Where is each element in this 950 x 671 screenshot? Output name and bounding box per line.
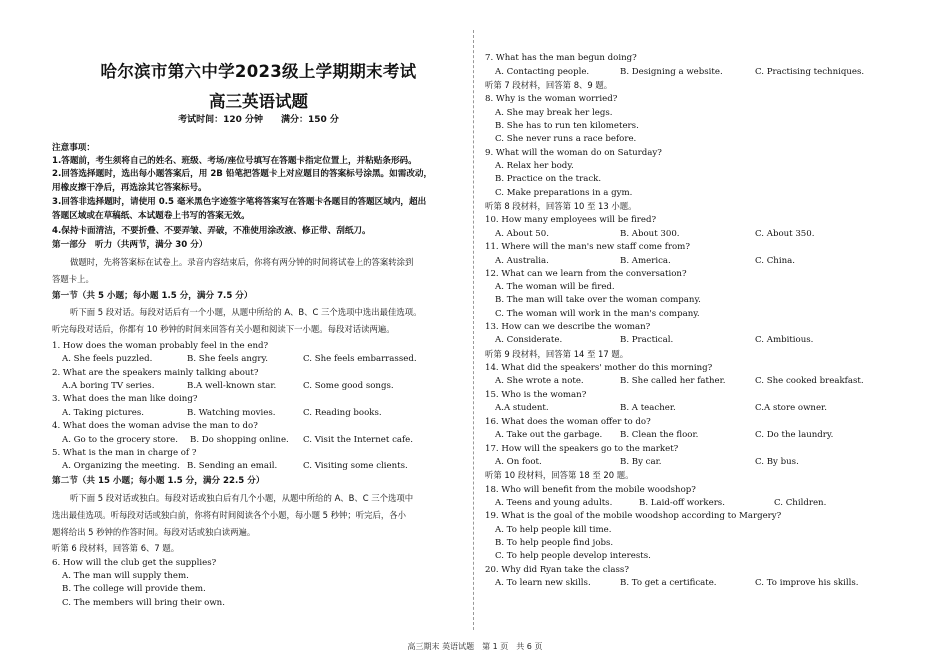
option-a: A. The man will supply them. xyxy=(62,571,189,581)
option-c: C. Make preparations in a gym. xyxy=(495,188,633,198)
question-19: 19. What is the goal of the mobile woodshop according to Margery? xyxy=(485,511,782,521)
option-b: B. Clean the floor. xyxy=(620,430,699,440)
page-footer: 高三期末 英语试题 第 1 页 共 6 页 xyxy=(407,642,543,651)
option-a: A. On foot. xyxy=(495,457,542,467)
option-c: C. Ambitious. xyxy=(755,335,814,345)
option-a: A. Take out the garbage. xyxy=(495,430,603,440)
option-b: B. Practice on the track. xyxy=(495,174,602,184)
option-c: C. Reading books. xyxy=(303,408,382,418)
option-a: A. Taking pictures. xyxy=(62,408,144,418)
note-line: 2.回答选择题时，选出每小题答案后，用 2B 铅笔把答题卡上对应题目的答案标号涂黑。如需改动， xyxy=(52,169,433,179)
question-10: 10. How many employees will be fired? xyxy=(485,215,657,225)
option-c: C. She cooked breakfast. xyxy=(755,376,864,386)
option-c: C. Practising techniques. xyxy=(755,67,865,77)
option-b: B. Practical. xyxy=(620,335,674,345)
option-c: C. Some good songs. xyxy=(303,381,394,391)
exam-title: 哈尔滨市第六中学2023级上学期期末考试 xyxy=(100,62,417,81)
option-a: A. Organizing the meeting. xyxy=(62,461,180,471)
section1-intro: 听下面 5 段对话。每段对话后有一个小题，从题中所给的 A、B、C 三个选项中选出最佳选项。 xyxy=(70,307,422,317)
question-7: 7. What has the man begun doing? xyxy=(485,53,637,63)
question-2: 2. What are the speakers mainly talking about? xyxy=(52,368,259,378)
option-c: C. To improve his skills. xyxy=(755,578,859,588)
material-label: 听第 10 段材料，回答第 18 至 20 题。 xyxy=(485,470,634,480)
material-label: 听第 6 段材料，回答第 6、7 题。 xyxy=(52,543,180,553)
option-b: B.A well-known star. xyxy=(187,381,277,391)
question-4: 4. What does the woman advise the man to do? xyxy=(52,421,258,431)
note-line: 4.保持卡面清洁，不要折叠、不要弄皱、弄破，不准使用涂改液、修正带、刮纸刀。 xyxy=(52,226,371,236)
option-b: B. She has to run ten kilometers. xyxy=(495,121,639,131)
option-c: C. China. xyxy=(755,256,795,266)
option-b: B. The man will take over the woman company. xyxy=(495,295,701,305)
option-a: A. She feels puzzled. xyxy=(62,354,153,364)
option-c: C. She feels embarrassed. xyxy=(303,354,417,364)
option-c: C. By bus. xyxy=(755,457,799,467)
note-line: 3.回答非选择题时，请使用 0.5 毫米黑色字迹签字笔将答案写在答题卡各题目的答题区域内，超出 xyxy=(52,197,427,207)
option-c: C. The members will bring their own. xyxy=(62,598,225,608)
exam-info: 考试时间：120 分钟 满分：150 分 xyxy=(178,115,339,125)
question-17: 17. How will the speakers go to the market? xyxy=(485,444,679,454)
section1-intro: 听完每段对话后，你都有 10 秒钟的时间来回答有关小题和阅读下一小题。每段对话读两遍。 xyxy=(52,324,395,334)
option-a: A. Teens and young adults. xyxy=(495,498,613,508)
section1-heading: 第一节（共 5 小题；每小题 1.5 分，满分 7.5 分） xyxy=(52,291,253,301)
column-divider xyxy=(473,30,474,630)
section2-heading: 第二节（共 15 小题；每小题 1.5 分，满分 22.5 分） xyxy=(52,476,265,486)
note-line: 用橡皮擦干净后，再选涂其它答案标号。 xyxy=(52,183,207,193)
option-a: A. Australia. xyxy=(495,256,549,266)
option-c: C. Do the laundry. xyxy=(755,430,834,440)
part1-heading: 第一部分 听力（共两节，满分 30 分） xyxy=(52,240,208,250)
question-9: 9. What will the woman do on Saturday? xyxy=(485,148,662,158)
section2-intro: 听下面 5 段对话或独白。每段对话或独白后有几个小题，从题中所给的 A、B、C 三个选项中 xyxy=(70,493,414,503)
question-8: 8. Why is the woman worried? xyxy=(485,94,618,104)
option-b: B. Watching movies. xyxy=(187,408,276,418)
option-c: C. The woman will work in the man's company. xyxy=(495,309,700,319)
material-label: 听第 9 段材料，回答第 14 至 17 题。 xyxy=(485,349,629,359)
option-a: A. About 50. xyxy=(495,229,549,239)
note-line: 答题区域或在草稿纸、本试题卷上书写的答案无效。 xyxy=(52,211,250,221)
part1-intro: 答题卡上。 xyxy=(52,274,94,284)
question-3: 3. What does the man like doing? xyxy=(52,394,198,404)
option-a: A. She wrote a note. xyxy=(495,376,584,386)
question-1: 1. How does the woman probably feel in the end? xyxy=(52,341,269,351)
option-c: C. Visit the Internet cafe. xyxy=(303,435,414,445)
option-a: A. Relax her body. xyxy=(495,161,574,171)
option-b: B. Sending an email. xyxy=(187,461,278,471)
option-c: C. Children. xyxy=(774,498,827,508)
option-c: C.A store owner. xyxy=(755,403,827,413)
option-b: B. She called her father. xyxy=(620,376,726,386)
option-b: B. Laid-off workers. xyxy=(639,498,725,508)
question-18: 18. Who will benefit from the mobile woodshop? xyxy=(485,485,696,495)
part1-intro: 做题时，先将答案标在试卷上。录音内容结束后，你将有两分钟的时间将试卷上的答案转涂到 xyxy=(70,257,414,267)
option-b: B. To get a certificate. xyxy=(620,578,717,588)
question-15: 15. Who is the woman? xyxy=(485,390,587,400)
option-a: A. To learn new skills. xyxy=(495,578,591,588)
question-20: 20. Why did Ryan take the class? xyxy=(485,565,629,575)
section2-intro: 题将给出 5 秒钟的作答时间。每段对话或独白读两遍。 xyxy=(52,527,256,537)
question-14: 14. What did the speakers' mother do this morning? xyxy=(485,363,713,373)
notes-heading: 注意事项： xyxy=(52,143,95,153)
option-a: A. Contacting people. xyxy=(495,67,590,77)
option-c: C. She never runs a race before. xyxy=(495,134,637,144)
option-c: C. To help people develop interests. xyxy=(495,551,651,561)
option-b: B. A teacher. xyxy=(620,403,676,413)
option-a: A. Go to the grocery store. xyxy=(62,435,178,445)
option-a: A. To help people kill time. xyxy=(495,525,612,535)
question-16: 16. What does the woman offer to do? xyxy=(485,417,651,427)
option-b: B. America. xyxy=(620,256,671,266)
option-b: B. About 300. xyxy=(620,229,680,239)
question-5: 5. What is the man in charge of ? xyxy=(52,448,197,458)
material-label: 听第 7 段材料，回答第 8、9 题。 xyxy=(485,80,613,90)
option-c: C. About 350. xyxy=(755,229,815,239)
option-b: B. Designing a website. xyxy=(620,67,723,77)
option-a: A. The woman will be fired. xyxy=(495,282,615,292)
note-line: 1.答题前，考生须将自己的姓名、班级、考场/座位号填写在答题卡指定位置上，并粘贴条形码。 xyxy=(52,156,417,166)
option-b: B. To help people find jobs. xyxy=(495,538,614,548)
section2-intro: 选出最佳选项。听每段对话或独白前，你将有时间阅读各个小题，每小题 5 秒钟；听完后，各小 xyxy=(52,510,407,520)
exam-subtitle: 高三英语试题 xyxy=(209,92,308,111)
option-a: A. She may break her legs. xyxy=(495,108,613,118)
question-6: 6. How will the club get the supplies? xyxy=(52,558,217,568)
option-b: B. By car. xyxy=(620,457,662,467)
option-a: A. Considerate. xyxy=(495,335,563,345)
option-a: A.A student. xyxy=(495,403,549,413)
option-c: C. Visiting some clients. xyxy=(303,461,408,471)
question-13: 13. How can we describe the woman? xyxy=(485,322,651,332)
question-11: 11. Where will the man's new staff come from? xyxy=(485,242,690,252)
option-b: B. The college will provide them. xyxy=(62,584,206,594)
option-b: B. She feels angry. xyxy=(187,354,268,364)
material-label: 听第 8 段材料，回答第 10 至 13 小题。 xyxy=(485,201,637,211)
question-12: 12. What can we learn from the conversation? xyxy=(485,269,687,279)
option-b: B. Do shopping online. xyxy=(190,435,289,445)
option-a: A.A boring TV series. xyxy=(62,381,155,391)
